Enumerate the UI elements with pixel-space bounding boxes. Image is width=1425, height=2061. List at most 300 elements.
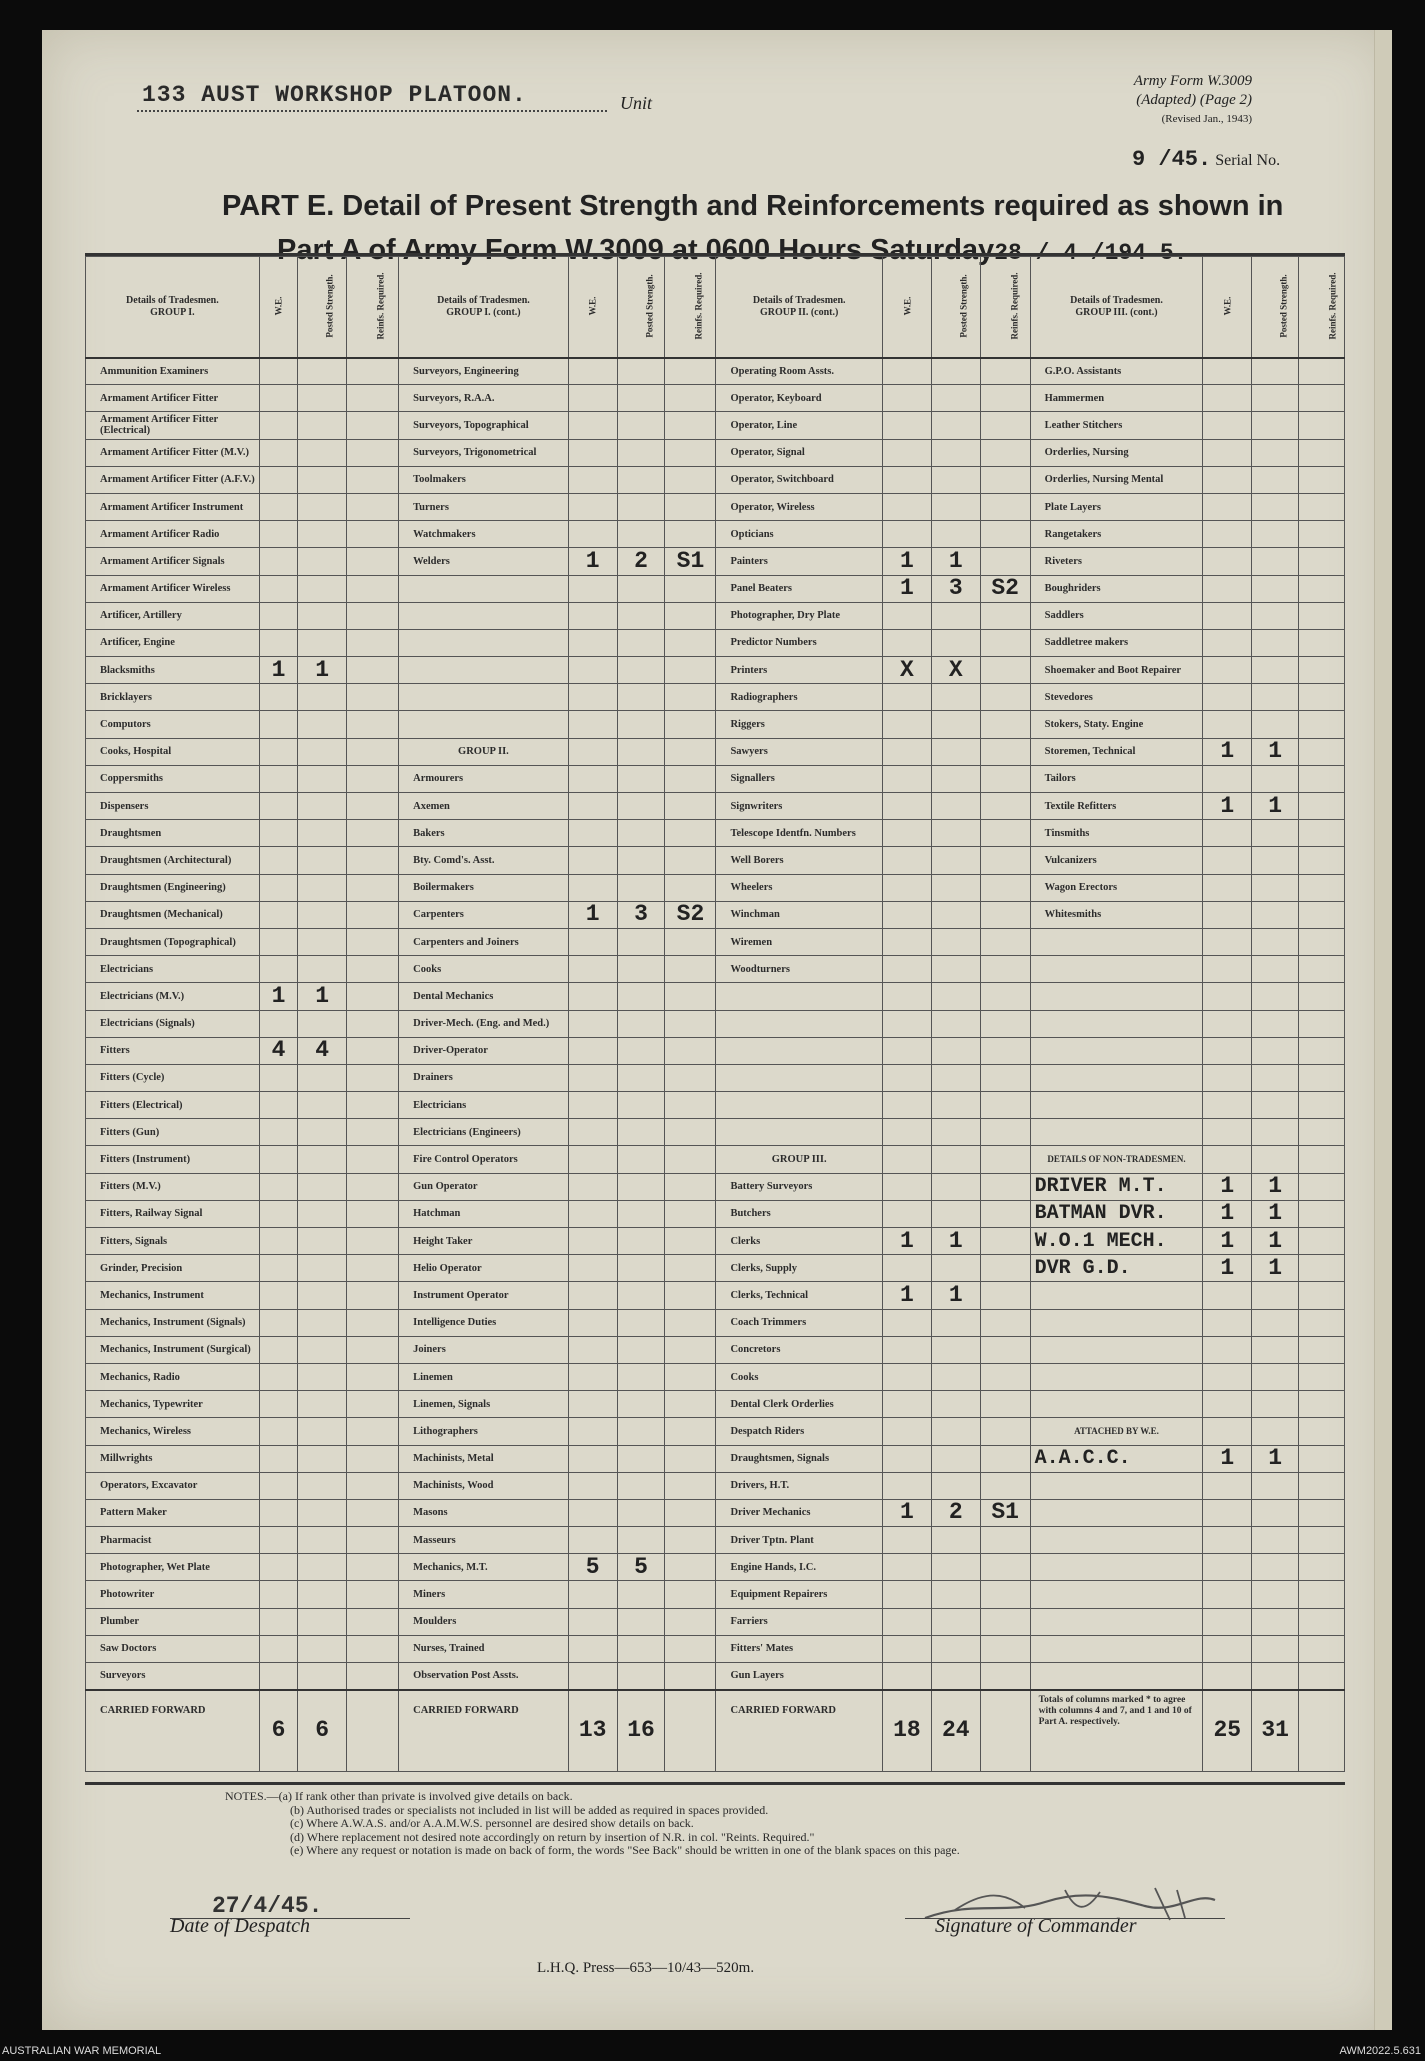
cell-reinfs <box>665 602 716 629</box>
cell-reinfs <box>1299 602 1345 629</box>
cell-reinfs <box>665 1581 716 1608</box>
cell-we <box>1203 1010 1252 1037</box>
cell-posted <box>298 847 347 874</box>
cell-reinfs <box>665 1092 716 1119</box>
typed-trade-name: BATMAN DVR. <box>1030 1200 1203 1227</box>
subhead-we: W.E. <box>587 296 598 316</box>
cell-we: 4 <box>259 1037 297 1064</box>
trade-name <box>1030 1608 1203 1635</box>
column-header-reinfs <box>347 257 399 358</box>
trade-name: Draughtsmen, Signals <box>716 1445 882 1472</box>
cell-we <box>1203 1527 1252 1554</box>
cell-reinfs <box>1299 1527 1345 1554</box>
cell-reinfs <box>347 1119 399 1146</box>
trade-name: Clerks <box>716 1228 882 1255</box>
cell-posted <box>931 1554 980 1581</box>
column-header-posted <box>1252 257 1299 358</box>
cell-posted <box>617 1228 665 1255</box>
cell-posted <box>1252 1663 1299 1690</box>
table-row <box>86 956 1345 983</box>
cell-posted <box>617 1608 665 1635</box>
cell-we <box>568 602 617 629</box>
cell-posted <box>1252 1092 1299 1119</box>
trade-name: Draughtsmen <box>86 820 260 847</box>
trade-name: Despatch Riders <box>716 1418 882 1445</box>
cell-reinfs <box>980 1092 1030 1119</box>
cell-reinfs <box>347 1255 399 1282</box>
cell-posted <box>617 1255 665 1282</box>
carried-forward-value: 6 <box>259 1690 297 1772</box>
cell-we <box>259 1146 297 1173</box>
cell-posted <box>617 412 665 439</box>
cell-we <box>882 1418 931 1445</box>
cell-reinfs <box>665 684 716 711</box>
cell-we <box>568 874 617 901</box>
cell-reinfs <box>1299 1336 1345 1363</box>
cell-posted <box>298 493 347 520</box>
table-row <box>86 1472 1345 1499</box>
cell-we <box>568 1363 617 1390</box>
trade-name <box>1030 956 1203 983</box>
cell-we <box>259 358 297 385</box>
cell-posted <box>1252 1119 1299 1146</box>
cell-reinfs <box>665 1663 716 1690</box>
cell-we <box>568 629 617 656</box>
cell-posted <box>1252 1146 1299 1173</box>
cell-reinfs <box>665 1391 716 1418</box>
cell-we <box>882 466 931 493</box>
cell-reinfs <box>665 1445 716 1472</box>
cell-posted <box>617 1391 665 1418</box>
note-a: NOTES.—(a) If rank other than private is involved give details on back. <box>225 1789 573 1803</box>
trade-name: Fitters (Cycle) <box>86 1064 260 1091</box>
cell-we <box>568 820 617 847</box>
trade-name: Linemen, Signals <box>399 1391 569 1418</box>
cell-we <box>568 1499 617 1526</box>
trade-name: Plumber <box>86 1608 260 1635</box>
cell-reinfs <box>665 358 716 385</box>
cell-we <box>568 738 617 765</box>
cell-posted <box>298 711 347 738</box>
cell-we <box>259 1309 297 1336</box>
trade-name <box>1030 1037 1203 1064</box>
cell-reinfs <box>665 439 716 466</box>
cell-posted <box>298 874 347 901</box>
cell-posted: 2 <box>617 548 665 575</box>
unit-name: 133 AUST WORKSHOP PLATOON. <box>142 82 527 108</box>
trade-name: Saddletree makers <box>1030 629 1203 656</box>
cell-reinfs <box>347 1663 399 1690</box>
trade-name: Height Taker <box>399 1228 569 1255</box>
table-row <box>86 412 1345 439</box>
cell-posted <box>931 738 980 765</box>
trade-name: Armament Artificer Fitter <box>86 385 260 412</box>
cell-reinfs <box>1299 412 1345 439</box>
trade-name: Instrument Operator <box>399 1282 569 1309</box>
cell-reinfs <box>347 847 399 874</box>
cell-posted <box>617 874 665 901</box>
cell-posted <box>1252 521 1299 548</box>
cell-reinfs <box>980 1119 1030 1146</box>
cell-posted <box>298 1146 347 1173</box>
cell-posted <box>298 928 347 955</box>
carried-forward-row <box>86 1690 1345 1772</box>
cell-posted <box>298 1499 347 1526</box>
carried-forward-empty <box>980 1690 1030 1772</box>
trade-name: Sawyers <box>716 738 882 765</box>
cell-reinfs <box>980 1173 1030 1200</box>
cell-posted <box>1252 439 1299 466</box>
carried-forward-label: CARRIED FORWARD <box>399 1690 569 1772</box>
cell-posted <box>617 738 665 765</box>
table-row <box>86 1581 1345 1608</box>
table-row <box>86 493 1345 520</box>
trade-name: Tinsmiths <box>1030 820 1203 847</box>
cell-posted <box>298 1336 347 1363</box>
cell-posted <box>931 412 980 439</box>
cell-posted <box>1252 1418 1299 1445</box>
cell-we: 1 <box>259 657 297 684</box>
note-b: (b) Authorised trades or specialists not included in list will be added as required in spaces provided. <box>290 1802 769 1817</box>
form-revised: (Revised Jan., 1943) <box>1161 113 1252 125</box>
cell-posted <box>931 1445 980 1472</box>
cell-posted <box>298 1418 347 1445</box>
cell-reinfs <box>665 765 716 792</box>
cell-we <box>1203 1472 1252 1499</box>
cell-posted <box>617 629 665 656</box>
carried-forward-value: 18 <box>882 1690 931 1772</box>
cell-we <box>1203 874 1252 901</box>
cell-reinfs <box>665 874 716 901</box>
cell-reinfs <box>980 1228 1030 1255</box>
cell-we <box>882 1663 931 1690</box>
cell-we <box>568 493 617 520</box>
table-row <box>86 928 1345 955</box>
cell-reinfs <box>347 466 399 493</box>
trade-name <box>716 1092 882 1119</box>
grand-total-value: 31 <box>1252 1690 1299 1772</box>
cell-reinfs: S1 <box>665 548 716 575</box>
trade-name: Pharmacist <box>86 1527 260 1554</box>
trade-name: Fitters (Instrument) <box>86 1146 260 1173</box>
cell-we: 1 <box>1203 738 1252 765</box>
table-row <box>86 1445 1345 1472</box>
trade-name: Operator, Line <box>716 412 882 439</box>
cell-we <box>568 412 617 439</box>
cell-reinfs <box>1299 575 1345 602</box>
group-label: GROUP I. <box>150 306 195 318</box>
cell-posted <box>1252 385 1299 412</box>
cell-we <box>568 1037 617 1064</box>
trade-name: Driver-Mech. (Eng. and Med.) <box>399 1010 569 1037</box>
trade-name: Lithographers <box>399 1418 569 1445</box>
cell-we <box>568 956 617 983</box>
cell-reinfs <box>1299 1391 1345 1418</box>
cell-posted <box>298 1554 347 1581</box>
cell-posted <box>617 602 665 629</box>
cell-reinfs <box>1299 493 1345 520</box>
column-header-posted <box>931 257 980 358</box>
cell-posted <box>931 1363 980 1390</box>
details-label: Details of Tradesmen. <box>1070 294 1163 306</box>
trade-name: Opticians <box>716 521 882 548</box>
trade-name <box>399 711 569 738</box>
trade-name: Coach Trimmers <box>716 1309 882 1336</box>
cell-reinfs <box>1299 684 1345 711</box>
unit-label: Unit <box>620 93 653 113</box>
cell-posted <box>1252 765 1299 792</box>
column-header-details <box>86 257 260 358</box>
cell-we <box>568 1092 617 1119</box>
trade-name: Millwrights <box>86 1445 260 1472</box>
cell-posted: 1 <box>1252 1445 1299 1472</box>
cell-posted <box>617 1635 665 1662</box>
grand-total-value: 25 <box>1203 1690 1252 1772</box>
cell-reinfs <box>347 1635 399 1662</box>
trade-name: Welders <box>399 548 569 575</box>
cell-posted: 1 <box>1252 1228 1299 1255</box>
cell-we: 1 <box>1203 1173 1252 1200</box>
table-row <box>86 1527 1345 1554</box>
cell-posted <box>931 1608 980 1635</box>
cell-we <box>259 1663 297 1690</box>
cell-posted <box>931 684 980 711</box>
cell-posted <box>931 1146 980 1173</box>
trade-name: Hammermen <box>1030 385 1203 412</box>
cell-posted <box>1252 1554 1299 1581</box>
cell-posted <box>931 711 980 738</box>
cell-posted <box>1252 358 1299 385</box>
trade-name: Drainers <box>399 1064 569 1091</box>
trade-name: Painters <box>716 548 882 575</box>
trade-name: Moulders <box>399 1608 569 1635</box>
cell-posted <box>617 1363 665 1390</box>
cell-we <box>568 1445 617 1472</box>
trade-name <box>1030 1119 1203 1146</box>
cell-we <box>259 874 297 901</box>
cell-we <box>1203 548 1252 575</box>
cell-reinfs <box>1299 1608 1345 1635</box>
cell-reinfs <box>980 1445 1030 1472</box>
cell-reinfs <box>1299 466 1345 493</box>
cell-posted <box>931 629 980 656</box>
cell-reinfs <box>347 1554 399 1581</box>
cell-reinfs <box>1299 385 1345 412</box>
cell-we <box>882 765 931 792</box>
trade-name: Dental Clerk Orderlies <box>716 1391 882 1418</box>
trade-name: Mechanics, Instrument (Surgical) <box>86 1336 260 1363</box>
cell-we <box>259 1363 297 1390</box>
cell-we <box>882 1146 931 1173</box>
table-row <box>86 466 1345 493</box>
cell-reinfs <box>347 1309 399 1336</box>
trade-name <box>1030 1472 1203 1499</box>
cell-reinfs <box>980 820 1030 847</box>
cell-posted <box>617 1200 665 1227</box>
cell-posted <box>298 956 347 983</box>
cell-reinfs <box>980 956 1030 983</box>
table-row <box>86 738 1345 765</box>
cell-reinfs <box>980 847 1030 874</box>
cell-posted <box>931 493 980 520</box>
cell-we <box>259 602 297 629</box>
cell-reinfs <box>1299 711 1345 738</box>
trade-name <box>1030 1581 1203 1608</box>
cell-we <box>1203 684 1252 711</box>
cell-reinfs <box>1299 847 1345 874</box>
cell-posted <box>298 1472 347 1499</box>
cell-posted: 4 <box>298 1037 347 1064</box>
cell-posted <box>617 439 665 466</box>
column-header-details <box>1030 257 1203 358</box>
cell-we <box>568 793 617 820</box>
cell-reinfs <box>1299 1581 1345 1608</box>
table-row <box>86 684 1345 711</box>
trade-name: Storemen, Technical <box>1030 738 1203 765</box>
cell-reinfs <box>980 1146 1030 1173</box>
trade-name <box>1030 1635 1203 1662</box>
cell-posted <box>1252 874 1299 901</box>
cell-we <box>882 1037 931 1064</box>
cell-we <box>1203 1092 1252 1119</box>
trade-name: Armament Artificer Radio <box>86 521 260 548</box>
cell-posted <box>1252 1527 1299 1554</box>
cell-we <box>259 1200 297 1227</box>
cell-reinfs <box>1299 956 1345 983</box>
cell-we <box>882 1200 931 1227</box>
trade-name: Well Borers <box>716 847 882 874</box>
cell-reinfs <box>1299 1445 1345 1472</box>
signature-line <box>905 1918 1225 1919</box>
cell-we <box>568 1581 617 1608</box>
cell-we <box>1203 1608 1252 1635</box>
trade-name <box>1030 1282 1203 1309</box>
trade-name: Operator, Keyboard <box>716 385 882 412</box>
trade-name: Stevedores <box>1030 684 1203 711</box>
cell-we <box>259 1064 297 1091</box>
cell-reinfs <box>347 521 399 548</box>
cell-we <box>882 684 931 711</box>
cell-posted <box>298 521 347 548</box>
despatch-date: 27/4/45. <box>212 1893 323 1919</box>
cell-reinfs <box>347 901 399 928</box>
cell-posted <box>1252 493 1299 520</box>
cell-reinfs <box>347 928 399 955</box>
signature-label: Signature of Commander <box>935 1915 1137 1937</box>
table-row <box>86 793 1345 820</box>
cell-we <box>882 629 931 656</box>
trade-name <box>1030 1064 1203 1091</box>
cell-posted <box>931 874 980 901</box>
cell-reinfs <box>980 1010 1030 1037</box>
cell-reinfs <box>980 711 1030 738</box>
cell-we <box>882 956 931 983</box>
cell-reinfs <box>980 493 1030 520</box>
trade-name: Carpenters and Joiners <box>399 928 569 955</box>
table-row <box>86 983 1345 1010</box>
table-row <box>86 1282 1345 1309</box>
cell-posted <box>298 1255 347 1282</box>
cell-we <box>1203 602 1252 629</box>
cell-reinfs <box>347 385 399 412</box>
trade-name: Saddlers <box>1030 602 1203 629</box>
trade-name: Driver Tptn. Plant <box>716 1527 882 1554</box>
trade-name: Pattern Maker <box>86 1499 260 1526</box>
cell-reinfs <box>665 575 716 602</box>
trade-name: Wheelers <box>716 874 882 901</box>
trade-name: Boughriders <box>1030 575 1203 602</box>
cell-posted <box>931 983 980 1010</box>
cell-reinfs <box>1299 1635 1345 1662</box>
trade-name: Electricians <box>86 956 260 983</box>
column-header-reinfs <box>1299 257 1345 358</box>
trade-name: Printers <box>716 657 882 684</box>
trade-name: Stokers, Staty. Engine <box>1030 711 1203 738</box>
group-heading: DETAILS OF NON-TRADESMEN. <box>1030 1146 1203 1173</box>
trade-name: Gun Operator <box>399 1173 569 1200</box>
trade-name <box>1030 1363 1203 1390</box>
cell-posted: 3 <box>931 575 980 602</box>
table-row <box>86 1200 1345 1227</box>
group-label: GROUP II. (cont.) <box>760 306 839 318</box>
trade-name: Engine Hands, I.C. <box>716 1554 882 1581</box>
cell-reinfs <box>665 1200 716 1227</box>
trade-name <box>1030 1527 1203 1554</box>
cell-we <box>882 711 931 738</box>
trade-name: Surveyors, Engineering <box>399 358 569 385</box>
cell-we <box>259 1472 297 1499</box>
cell-reinfs <box>980 1363 1030 1390</box>
trade-name <box>1030 1391 1203 1418</box>
cell-posted <box>298 1581 347 1608</box>
trade-name: Mechanics, Radio <box>86 1363 260 1390</box>
subhead-posted: Posted Strength. <box>324 274 335 338</box>
note-d: (d) Where replacement not desired note accordingly on return by insertion of N.R. in col. "Reints. Required." <box>290 1829 815 1844</box>
cell-reinfs <box>1299 1228 1345 1255</box>
table-row <box>86 575 1345 602</box>
cell-we <box>259 1336 297 1363</box>
trade-name: Electricians (Signals) <box>86 1010 260 1037</box>
trade-name: Armament Artificer Signals <box>86 548 260 575</box>
trade-name: Helio Operator <box>399 1255 569 1282</box>
cell-reinfs <box>1299 1255 1345 1282</box>
cell-posted <box>617 1092 665 1119</box>
subhead-reinfs: Reinfs. Required. <box>1327 272 1338 340</box>
trade-name <box>1030 983 1203 1010</box>
cell-reinfs <box>347 711 399 738</box>
cell-posted: 1 <box>931 548 980 575</box>
cell-posted <box>298 1391 347 1418</box>
cell-posted <box>298 385 347 412</box>
cell-reinfs <box>665 928 716 955</box>
cell-reinfs <box>347 1173 399 1200</box>
cell-we <box>882 1391 931 1418</box>
trade-name: Miners <box>399 1581 569 1608</box>
cell-reinfs <box>347 1010 399 1037</box>
cell-reinfs <box>665 466 716 493</box>
table-row <box>86 1037 1345 1064</box>
subhead-reinfs: Reinfs. Required. <box>1009 272 1020 340</box>
cell-we <box>568 1472 617 1499</box>
strength-table-wrapper <box>85 253 1345 1785</box>
trade-name: Orderlies, Nursing Mental <box>1030 466 1203 493</box>
cell-posted <box>617 521 665 548</box>
cell-reinfs <box>1299 358 1345 385</box>
table-row <box>86 1173 1345 1200</box>
trade-name: Draughtsmen (Topographical) <box>86 928 260 955</box>
trade-name <box>399 575 569 602</box>
trade-name: Mechanics, Instrument (Signals) <box>86 1309 260 1336</box>
